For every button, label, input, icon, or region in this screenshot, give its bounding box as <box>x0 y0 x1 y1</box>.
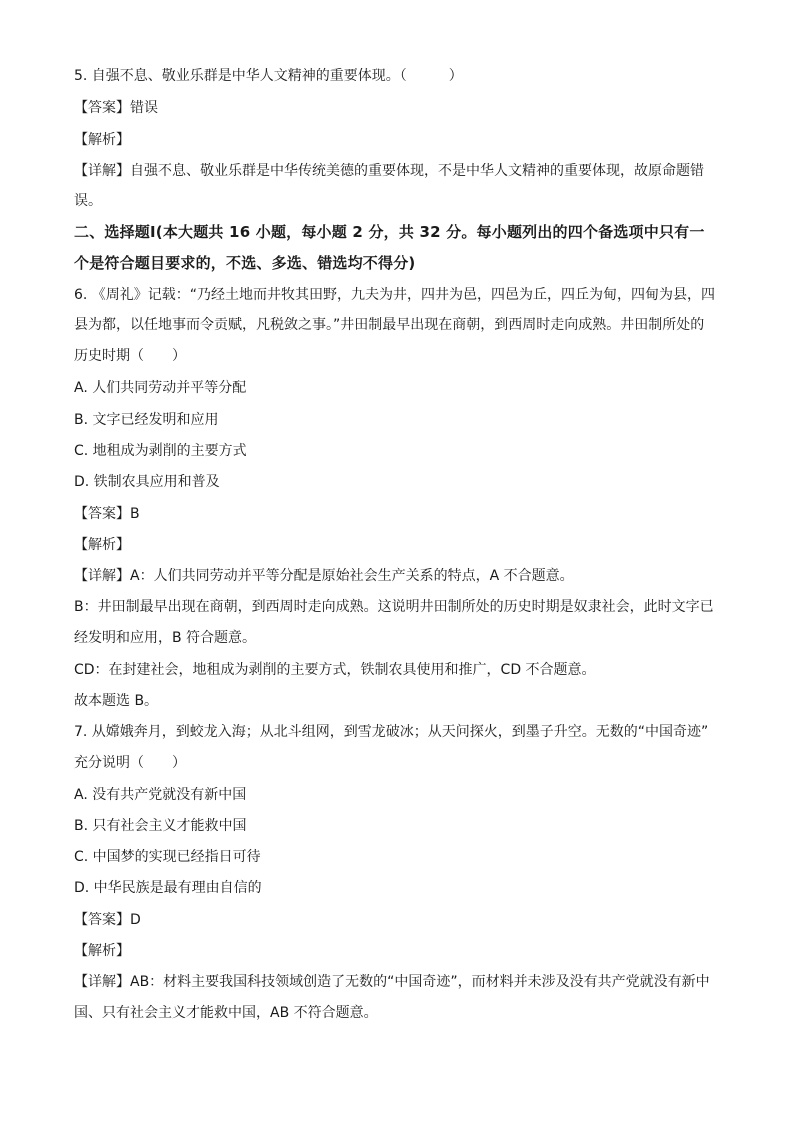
q5-analysis-tag: 【解析】 <box>74 132 130 148</box>
q5-detail-line1 <box>74 161 730 181</box>
q6-answer: B <box>130 506 140 522</box>
q6-answer-line <box>74 504 730 524</box>
q6-detail-cd: CD：在封建社会，地租成为剥削的主要方式，铁制农具使用和推广，CD 不合题意。 <box>74 662 596 678</box>
q7-detail-ab1-text: AB：材料主要我国科技领域创造了无数的“中国奇迹”，而材料并未涉及没有共产党就没有新中 <box>130 974 710 990</box>
q7-stem-line2: 充分说明（ ） <box>74 755 186 771</box>
q6-option-c: C. 地租成为剥削的主要方式 <box>74 443 247 459</box>
q6-stem-line2: 县为都，以任地事而令贡赋，凡税敛之事。”井田制最早出现在商朝，到西周时走向成熟。井田制所处的 <box>74 317 705 333</box>
q7-option-b: B. 只有社会主义才能救中国 <box>74 818 247 834</box>
q6-conclusion: 故本题选 B。 <box>74 693 159 709</box>
q5-detail-text: 自强不息、敬业乐群是中华传统美德的重要体现，不是中华人文精神的重要体现，故原命题错 <box>130 163 704 179</box>
q7-option-c: C. 中国梦的实现已经指日可待 <box>74 849 261 865</box>
q6-option-d: D. 铁制农具应用和普及 <box>74 474 220 490</box>
answer-tag: 【答案】 <box>74 912 130 928</box>
q7-answer: D <box>130 912 141 928</box>
q6-detail-a-text: A：人们共同劳动并平等分配是原始社会生产关系的特点，A 不合题意。 <box>130 568 574 584</box>
q6-detail-b1: B：井田制最早出现在商朝，到西周时走向成熟。这说明井田制所处的历史时期是奴隶社会，此时文字已 <box>74 599 714 615</box>
q5-answer: 错误 <box>130 100 158 116</box>
q5-detail-line2: 误。 <box>74 193 102 209</box>
q6-detail-a <box>74 566 730 586</box>
q5-answer-line <box>74 98 730 118</box>
q7-option-d: D. 中华民族是最有理由自信的 <box>74 880 262 896</box>
q6-option-a: A. 人们共同劳动并平等分配 <box>74 380 247 396</box>
q6-detail-b2: 经发明和应用，B 符合题意。 <box>74 630 257 646</box>
q7-detail-ab1 <box>74 972 730 992</box>
q7-answer-line <box>74 910 730 930</box>
q6-stem-line1: 6. 《周礼》记载：“乃经土地而井牧其田野，九夫为井，四井为邑，四邑为丘，四丘为甸，四甸为县，四 <box>74 287 716 303</box>
q7-stem-line1: 7. 从嫦娥奔月，到蛟龙入海；从北斗组网，到雪龙破冰；从天问探火，到墨子升空。无数的“中国奇迹” <box>74 724 709 740</box>
section2-heading-line2: 个是符合题目要求的，不选、多选、错选均不得分) <box>74 254 416 272</box>
q5-stem: 5. 自强不息、敬业乐群是中华人文精神的重要体现。（ ） <box>74 68 463 84</box>
answer-tag: 【答案】 <box>74 100 130 116</box>
q7-analysis-tag: 【解析】 <box>74 943 130 959</box>
q6-option-b: B. 文字已经发明和应用 <box>74 412 219 428</box>
answer-tag: 【答案】 <box>74 506 130 522</box>
section2-heading-line1: 二、选择题Ⅰ(本大题共 16 小题，每小题 2 分，共 32 分。每小题列出的四个备选项中只有一 <box>74 223 705 241</box>
q7-option-a: A. 没有共产党就没有新中国 <box>74 787 247 803</box>
detail-tag: 【详解】 <box>74 568 130 584</box>
detail-tag: 【详解】 <box>74 974 130 990</box>
detail-tag: 【详解】 <box>74 163 130 179</box>
q6-analysis-tag: 【解析】 <box>74 537 130 553</box>
q6-stem-line3: 历史时期（ ） <box>74 348 186 364</box>
q7-detail-ab2: 国、只有社会主义才能救中国，AB 不符合题意。 <box>74 1005 378 1021</box>
